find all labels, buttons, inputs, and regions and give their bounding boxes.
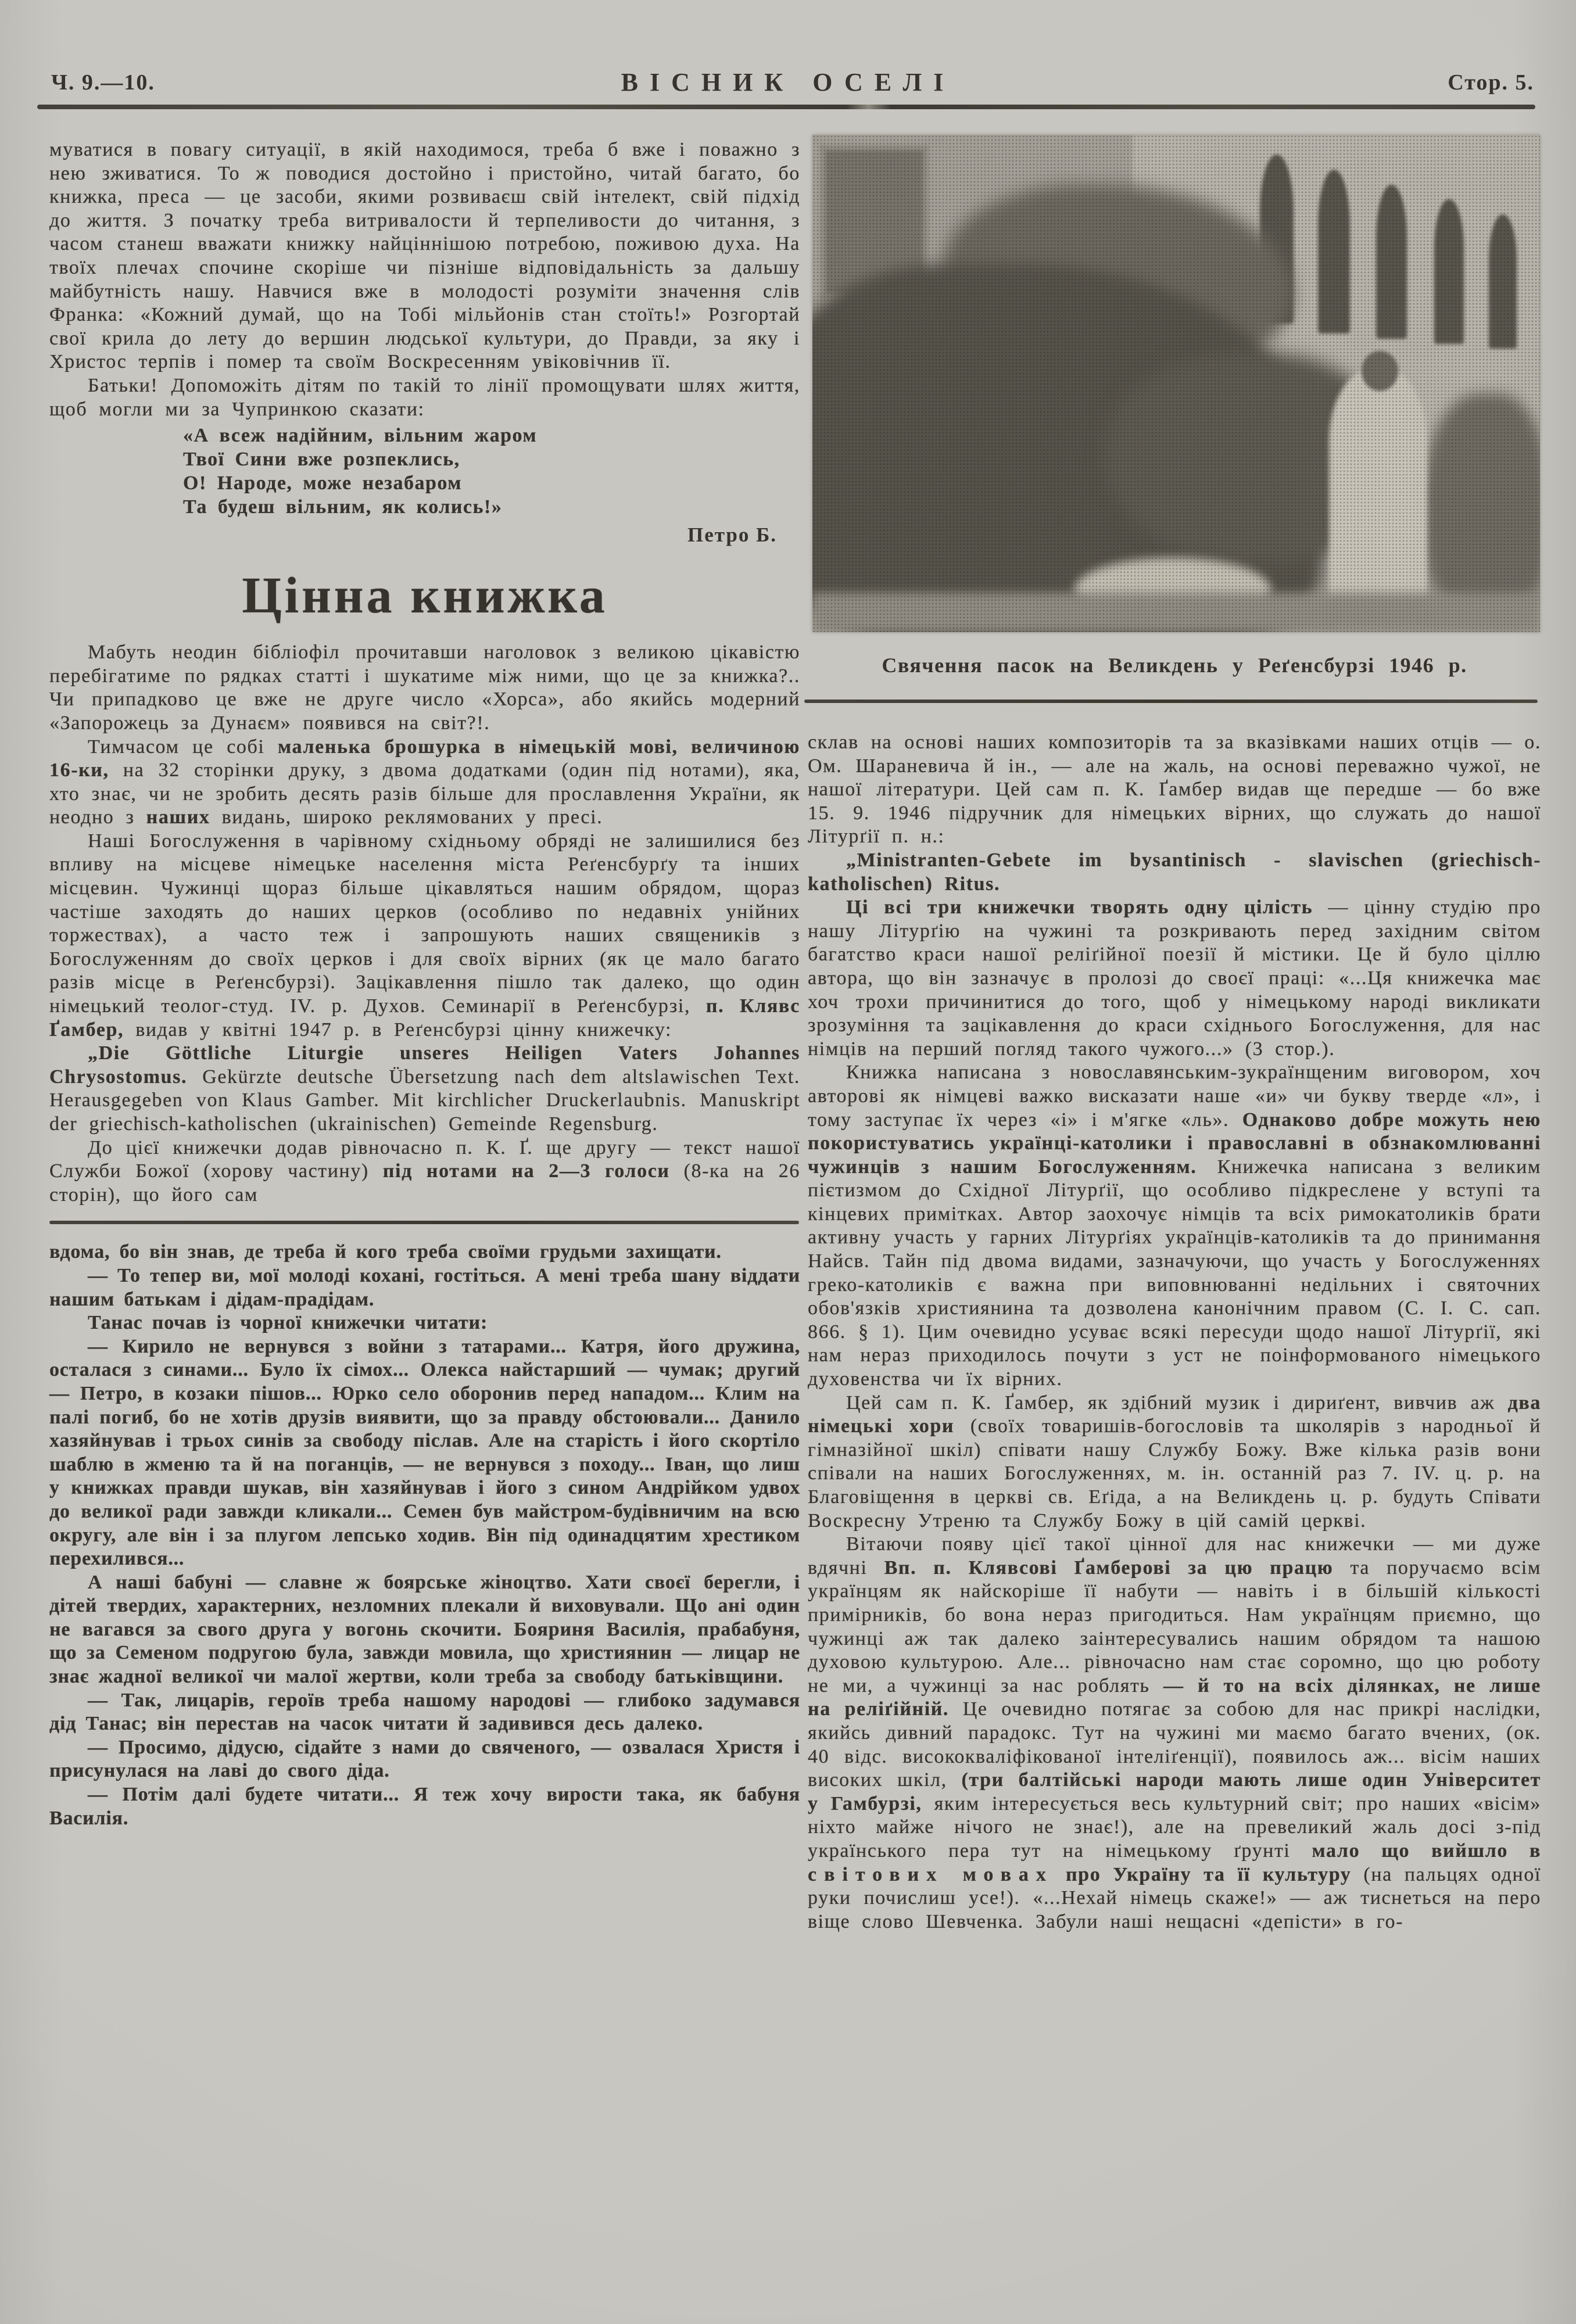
masthead-title: ВІСНИК ОСЕЛІ xyxy=(621,68,955,96)
paragraph: — Потім далі будете читати... Я теж хочу вирости така, як бабуня Василія. xyxy=(49,1784,800,1829)
author-signature: Петро Б. xyxy=(687,523,777,547)
paragraph: А наші бабуні — славне ж боярське жіноцтво. Хати своєї берегли, і дітей твердих, характерних, незломних плекали й виховували. Що ані один не вагався за свого друга у вогонь скочити. Бояриня Василія, прабабуня, що за Семеном подругою була, завжди мовила, що християнин — лицар не знає жадної великої чи малої жертви, коли треба за свободу батьківщини. xyxy=(49,1571,800,1688)
section-divider-rule xyxy=(49,1221,799,1224)
photo-halftone-texture xyxy=(812,135,1540,632)
paragraph: До цієї книжечки додав рівночасно п. К. Ґ. ще другу — текст нашої Служби Божої (хорову частину) під нотами на 2—3 голоси (8-ка на 26 сторін), що його сам xyxy=(49,1136,800,1206)
paragraph-parents-appeal: Батьки! Допоможіть дітям по такій то лінії промощувати шлях життя, щоб могли ми за Чупринкою сказати: xyxy=(49,374,800,420)
paragraph: — Кирило не вернувся з войни з татарами... Катря, його дружина, осталася з синами... Було їх сімох... Олекса найстарший — чумак; другий — Петро, в козаки пішов... Юрко село оборонив перед нападом... Клим на палі погиб, бо не хотів друзів виявити, що за правду обстоювали... Данило хазяйнував і трьох синів за свободу післав. Але на старість і його скортіло шаблю в жменю та й на поганців, — не вернувся з походу... Іван, що лиш у книжках правди шукав, він хазяйнував і його з сином Андрійком удвох до великої ради завжди кликали... Семен був майстром-будівничим на всю округу, але він і за плугом лепсько ходив. Він під одинадцятим хрестиком перехилився... xyxy=(49,1335,800,1570)
paragraph: — Так, лицарів, героїв треба нашому народові — глибоко задумався дід Танас; він перестав на часок читати й задивився десь далеко. xyxy=(49,1689,800,1735)
paragraph: — Просимо, дідусю, сідайте з нами до свяченого, — озвалася Христя і присунулася на лаві до свого діда. xyxy=(49,1736,800,1782)
paragraph: Мабуть неодин бібліофіл прочитавши наголовок з великою цікавістю перебігатиме по рядках статті і шукатиме між ними, що це за книжка?.. Чи припадково це вже не друге число «Хорса», або якийсь модерний «Запорожець за Дунаєм» появився на світ?!. xyxy=(49,641,800,734)
right-column xyxy=(808,731,1541,1934)
paragraph-german-title: „Die Göttliche Liturgie unseres Heiligen Vaters Johannes Chrysostomus. Gekürzte deutsche Übersetzung nach dem altslawischen Text. Herausgegeben von Klaus Gamber. Mit kirchlicher Druckerlaubnis. Manuskript der griechisch-katholischen (ukrainischen) Gemeinde Regensburg. xyxy=(49,1042,800,1135)
caption-rule xyxy=(804,700,1538,703)
paragraph: Тимчасом це собі маленька брошурка в німецькій мові, величиною 16-ки, на 32 сторінки друку, з двома додатками (один під нотами), яка, хто знає, чи не зробить десять разів більше для прославлення України, як неодно з наших видань, широко реклямованих у пресі. xyxy=(49,736,800,829)
paragraph: Танас почав із чорної книжечки читати: xyxy=(88,1312,488,1334)
paragraph-continuation: склав на основі наших композиторів та за вказівками наших отців — о. Ом. Шараневича й ін., — але на жаль, на основі переважно чужої, не нашої літератури. Цей сам п. К. Ґамбер видав ще передше — бо вже 15. 9. 1946 підручник для німецьких вірних, що служать до нашої Літурґії п. н.: xyxy=(808,731,1541,848)
paragraph-german-title: „Ministranten-Gebete im bysantinisch - slavischen (griechisch-katholischen) Ritus. xyxy=(808,849,1541,895)
page-number: Стор. 5. xyxy=(1448,70,1534,95)
paragraph-continuation: муватися в повагу ситуації, в якій находимося, треба б вже і поважно з нею зживатися. То ж поводися достойно і пристойно, читай багато, бо книжка, преса — це засоби, якими розвиваєш свій інтелект, свій підхід до життя. З початку треба витривалости й терпеливости до читання, з часом станеш вважати книжку найціннішою потребою, поживою духа. На твоїх плечах спочине скоріше чи пізніше відповідальність за дальшу майбутність нашу. Навчися вже в молодості розуміти значення слів Франка: «Кожний думай, що на Тобі мільйонів стан стоїть!» Розгортай свої крила до лету до вершин людської культури, до Правди, за яку і Христос терпів і помер та своїм Воскресенням увіковічнив її. xyxy=(49,139,800,373)
story-section xyxy=(49,1240,800,1830)
paragraph: вдома, бо він знав, де треба й кого треба своїми грудьми захищати. xyxy=(49,1241,722,1263)
photo-easter-blessing xyxy=(812,135,1540,632)
header-rule xyxy=(37,105,1535,109)
left-column xyxy=(49,138,800,1830)
poem-quote: «А всеж надійним, вільним жаром Твої Сини вже розпеклись, О! Народе, може незабаром Та будеш вільним, як колись!» xyxy=(183,425,538,518)
photo-caption: Свячення пасок на Великдень у Реґенсбурзі 1946 р. xyxy=(882,654,1467,677)
issue-number: Ч. 9.—10. xyxy=(51,70,155,95)
paragraph: Цей сам п. К. Ґамбер, як здібний музик і дириґент, вивчив аж два німецькі хори (своїх товаришів-богословів та школярів з народньої й гімназійної шкіл) співати нашу Службу Божу. Вже кілька разів вони співали на наших Богослуженнях, м. ін. останній раз 7. IV. ц. р. на Благовіщення в церкві св. Еґіда, а на Великдень ц. р. будуть Співати Воскресну Утреню та Службу Божу в цій самій церкві. xyxy=(808,1391,1541,1532)
paragraph: Наші Богослуження в чарівному східньому обряді не залишилися без впливу на місцеве німецьке населення міста Реґенсбурґу та інших місцевин. Чужинці щораз більше цікавляться нашим обрядом, щораз частіше заходять до наших церков (особливо по недавніх унійних торжествах), а часто теж і запрошують наших священиків з Богослуженням до своїх церков і для своїх вірних (як це мало багато разів місце в Реґенсбурзі). Зацікавлення пішло так далеко, що один німецький теолог-студ. IV. р. Духов. Семинарії в Реґенсбурзі, п. Клявс Ґамбер, видав у квітні 1947 р. в Реґенсбурзі цінну книжечку: xyxy=(49,830,800,1041)
paragraph: Вітаючи появу цієї такої цінної для нас книжечки — ми дуже вдячні Вп. п. Клявсові Ґамберові за цю працю та поручаємо всім українцям як найскоріше її набути — навіть і в більшій кількості примірників, бо вона нераз пригодиться. Нам українцям приємно, що чужинці аж так далеко заінтересувались нашим обрядом та нашою духовою культурою. Але... рівночасно нам стає соромно, що цю роботу не ми, а чужинці за нас роблять — й то на всіх ділянках, не лише на реліґійній. Це очевидно потягає за собою для нас прикрі наслідки, якийсь дивний парадокс. Тут на чужині ми маємо багато вчених, (ок. 40 відс. висококваліфікованої інтеліґенції), появилось аж... вісім наших високих шкіл, (три балтійські народи мають лише один Університет у Гамбурзі, яким інтересується весь культурний світ; про наших «вісім» ніхто майже нічого не знає!), але на превеликий жаль досі з-під українського пера тут на німецькому ґрунті мало що вийшло в світових мовах про Україну та її культуру (на пальцях одної руки почислиш усе!). «...Нехай німець скаже!» — аж тиснеться на перо віще слово Шевченка. Забули наші нещасні «депісти» в го- xyxy=(808,1533,1542,1932)
article-headline: Цінна книжка xyxy=(242,568,608,625)
paragraph: Книжка написана з новославянським-зукраїнщеним виговором, хоч авторові як німцеві важко висказати наше «и» чи букву тверде «л», і тому заступає їх через «і» і м'ягке «ль». Однаково добре можуть нею покористуватись українці-католики і православні в обзнакомлюванні чужинців з нашим Богослуженням. Книжечка написана з великим пієтизмом до Східної Літурґії, що особливо підкреслене у вступі та кінцевих примітках. Автор заохочує німців та всіх римокатоликів брати активну участь у гарних Літурґіях українців-католиків та до принимання Найсв. Тайн під двома видами, зазначуючи, що участь у Богослуженнях греко-католиків є важна при виповнюванні недільних і святочних обов'язків християнина та дозволена канонічним правом (C. I. C. cап. 866. § 1). Цим очевидно усуває всякі пересуди щодо нашої Літурґії, які нам нераз приходилось почути з уст не поінформованого німецького духовенства чи їх вірних. xyxy=(808,1061,1541,1390)
paragraph: — То тепер ви, мої молоді кохані, гостіться. А мені треба шану віддати нашим батькам і дідам-прадідам. xyxy=(49,1264,800,1310)
paragraph: Ці всі три книжечки творять одну цілість — цінну студію про нашу Літурґію на чужині та розкривають перед західним світом багатство краси нашої реліґійної поезії й містики. Це й було ціллю автора, що він зазначує в пролозі до своєї праці: «...Ця книжечка має хоч трохи причинитися до того, щоб у німецькому народі викликати зрозуміння та зацікавлення до краси східнього Богослуження, для нас німців на перший погляд такого чужого...» (3 стор.). xyxy=(808,896,1541,1060)
